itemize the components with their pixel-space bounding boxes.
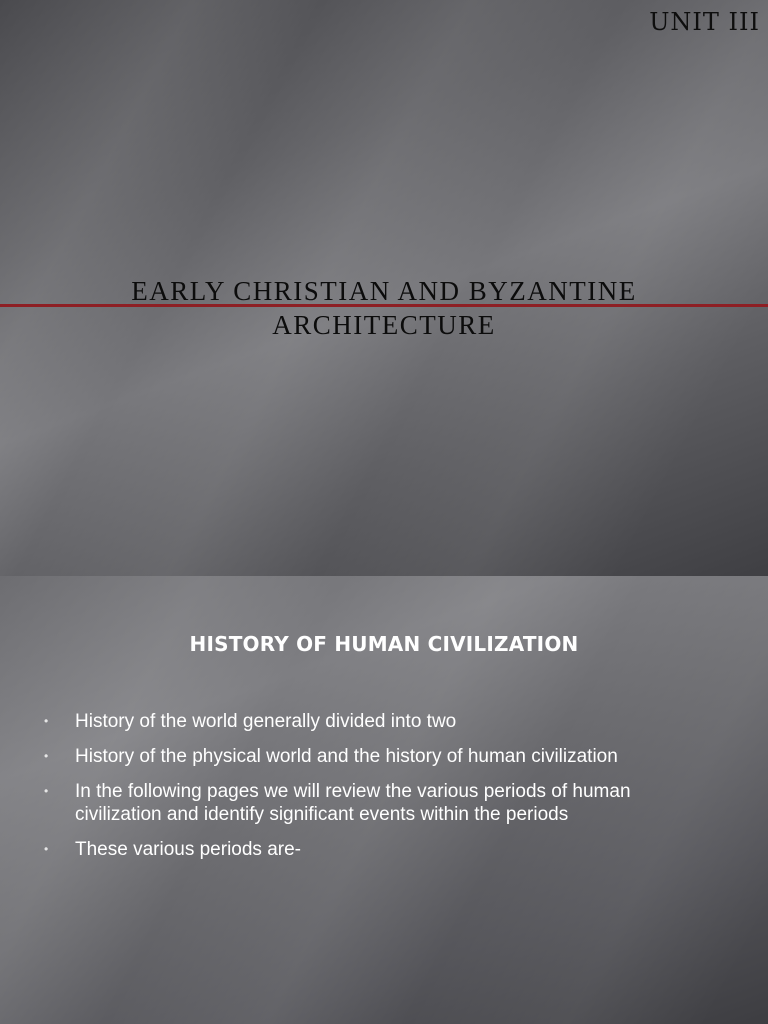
bullet-text: These various periods are- <box>75 839 301 860</box>
unit-label: UNIT III <box>649 8 760 36</box>
bullet-icon: • <box>44 784 49 798</box>
bullet-icon: • <box>44 842 49 856</box>
slide-title-line-2: ARCHITECTURE <box>272 310 496 340</box>
list-item <box>44 745 664 768</box>
slide-title-line-1: EARLY CHRISTIAN AND BYZANTINE <box>131 276 637 306</box>
bullet-icon: • <box>44 749 49 763</box>
bullet-text: History of the physical world and the history of human civilization <box>75 746 618 767</box>
bullet-text: History of the world generally divided into two <box>75 711 457 732</box>
content-slide <box>0 576 768 1024</box>
bullet-list <box>44 710 664 873</box>
bullet-text: In the following pages we will review the various periods of human civilization and identify significant events within the periods <box>75 781 631 825</box>
section-heading: HISTORY OF HUMAN CIVILIZATION <box>189 632 579 656</box>
list-item <box>44 838 664 861</box>
list-item <box>44 780 664 826</box>
bullet-icon: • <box>44 714 49 728</box>
list-item <box>44 710 664 733</box>
slide-title <box>0 274 768 342</box>
